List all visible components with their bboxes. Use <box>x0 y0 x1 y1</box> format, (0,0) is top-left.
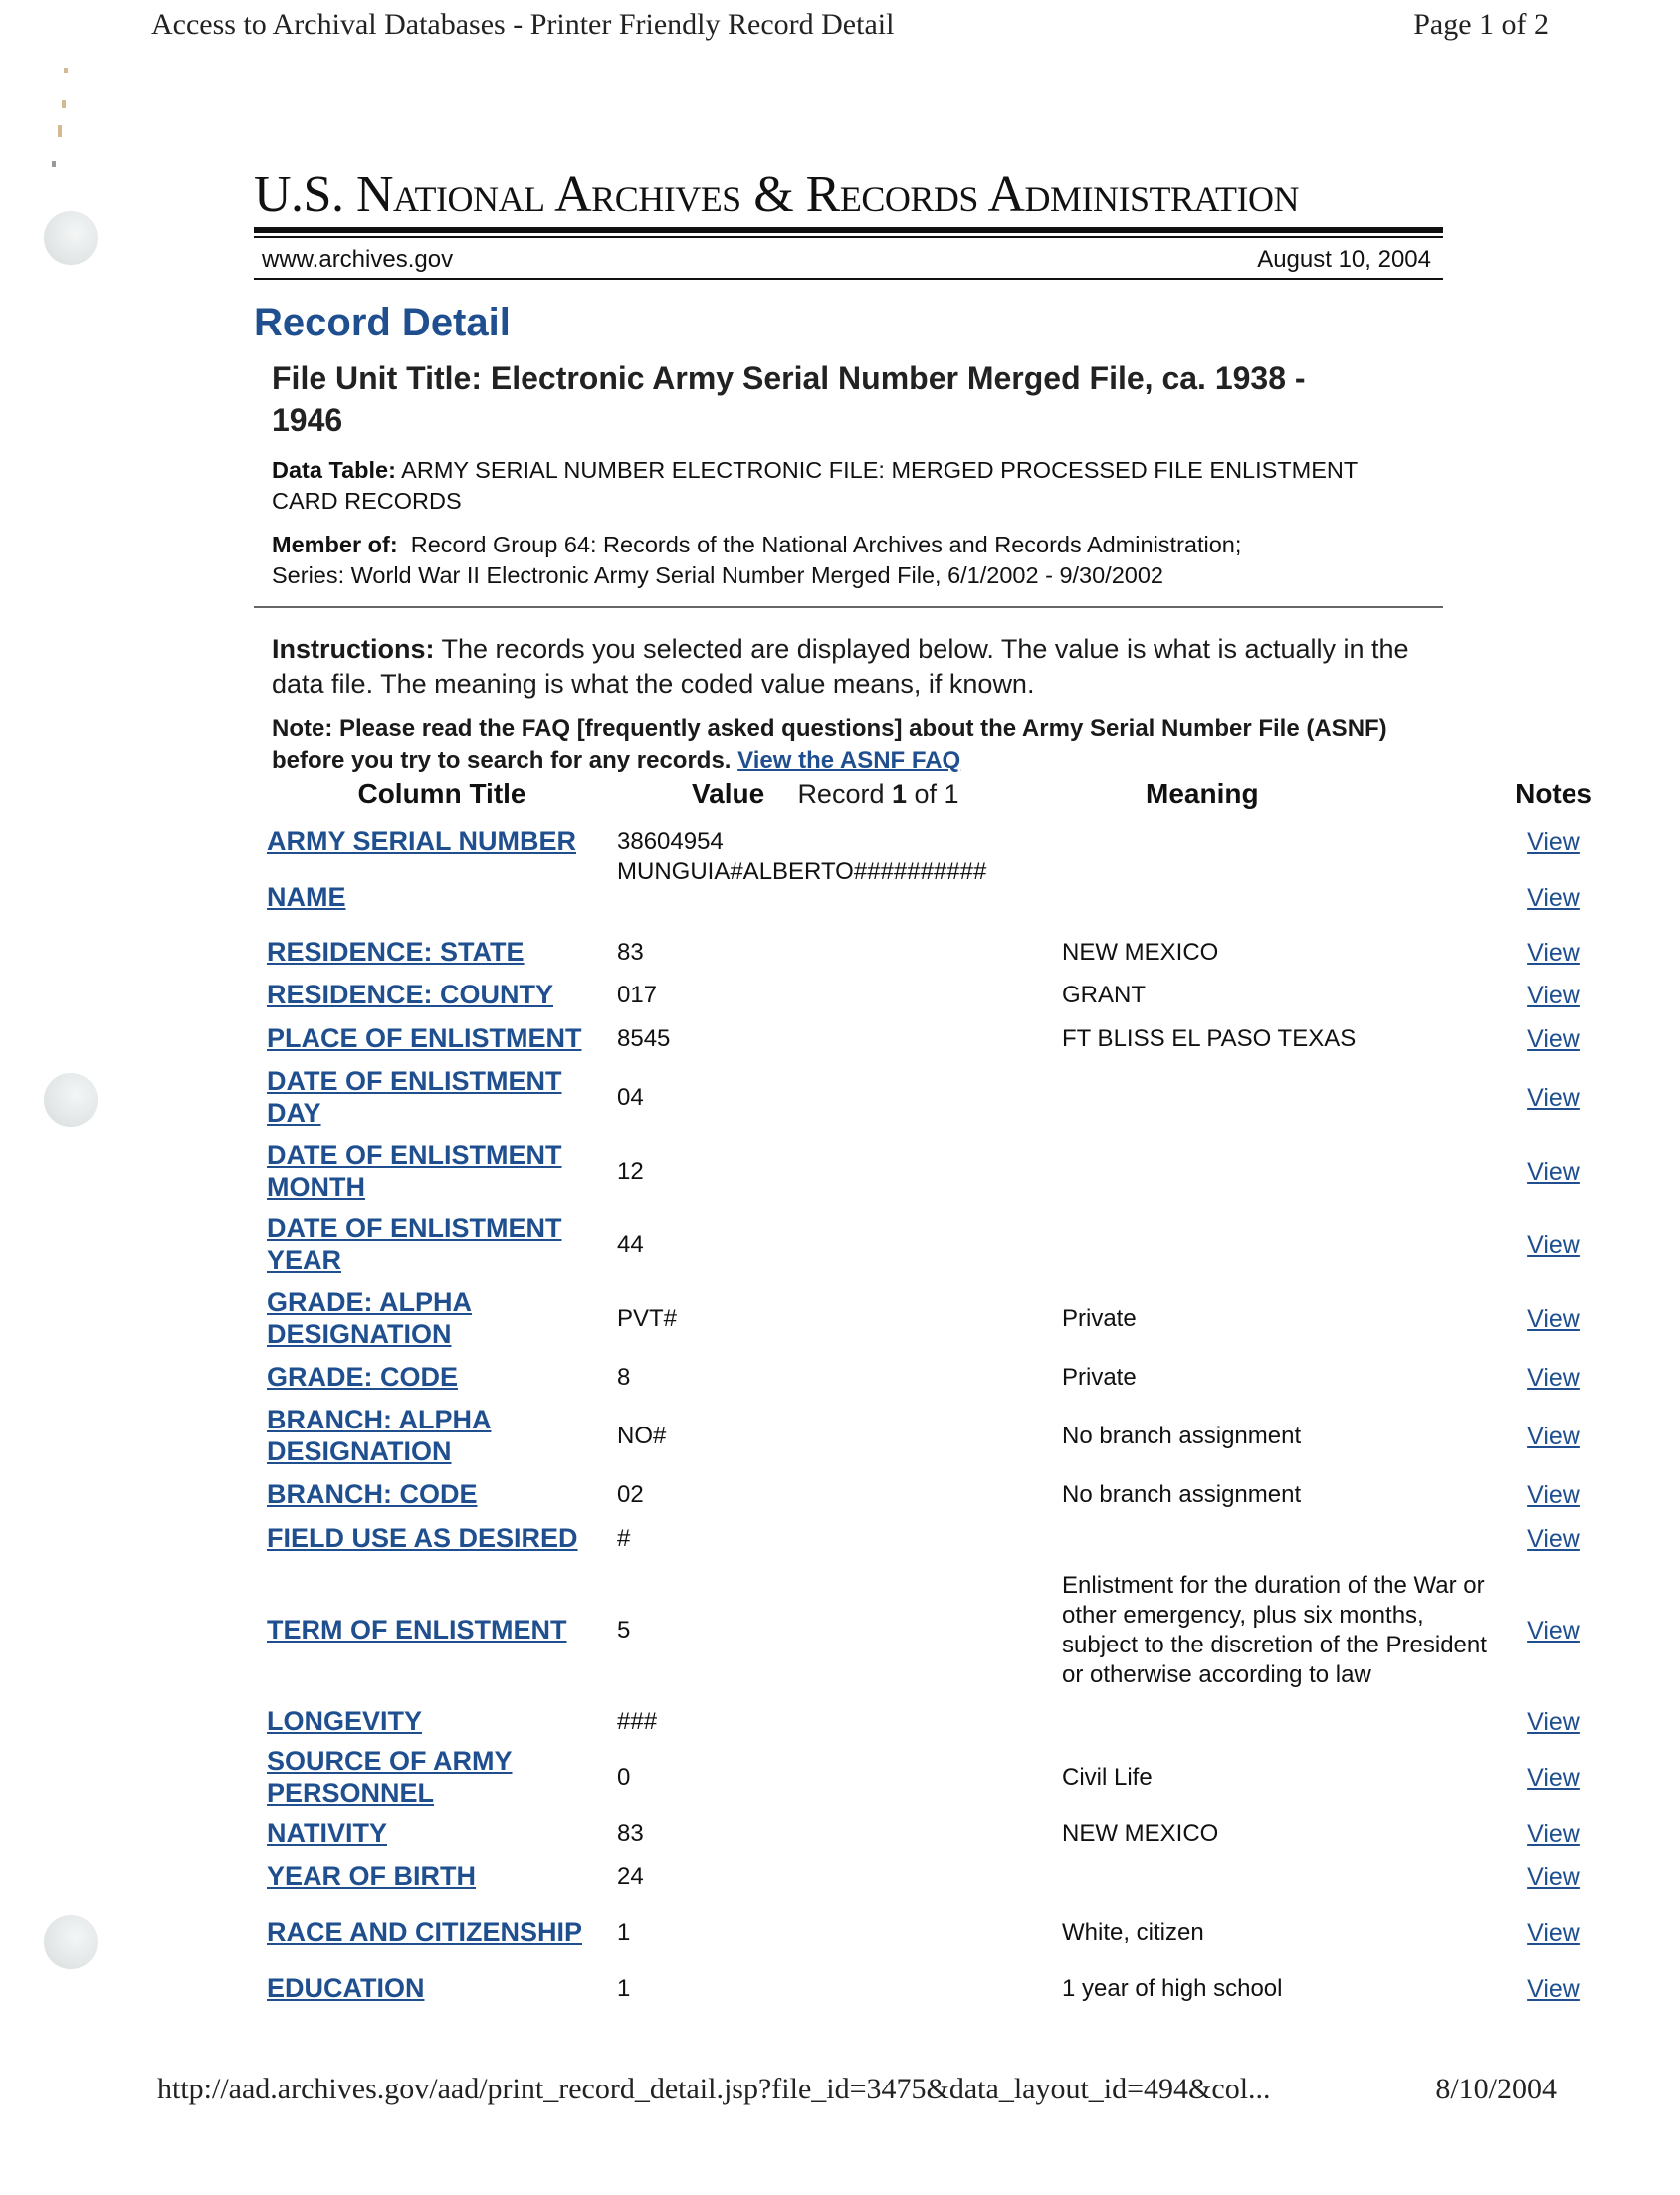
meaning-cell <box>1062 1856 1509 1899</box>
masthead <box>254 166 1443 280</box>
column-title-link[interactable]: ARMY SERIAL NUMBER <box>267 826 577 857</box>
table-row <box>267 1356 1598 1400</box>
column-title-cell <box>267 1356 617 1400</box>
meaning-cell <box>1062 820 1509 864</box>
column-title-cell <box>267 1899 617 1967</box>
column-title-cell <box>267 1856 617 1899</box>
value-cell: 44 <box>617 1231 644 1258</box>
meaning-cell <box>1062 1135 1509 1208</box>
scan-speck <box>52 161 56 167</box>
value-cell: NO# <box>617 1423 667 1449</box>
record-counter-current: 1 <box>891 778 908 809</box>
column-title-cell <box>267 1061 617 1135</box>
value-cell: 0 <box>617 1764 631 1791</box>
column-title-link[interactable]: PLACE OF ENLISTMENT <box>267 1023 582 1054</box>
table-row <box>267 1473 1598 1517</box>
value-cell: 38604954 <box>617 828 724 855</box>
meaning-cell: Private <box>1062 1305 1137 1332</box>
page-title: Record Detail <box>254 301 511 344</box>
table-row <box>267 1856 1598 1899</box>
notes-cell <box>1509 1700 1598 1744</box>
file-unit-label: File Unit Title: <box>272 360 482 396</box>
view-notes-link[interactable]: View <box>1527 827 1580 856</box>
value-cell: 1 <box>617 1975 631 2002</box>
value-cell: 02 <box>617 1481 644 1508</box>
view-notes-link[interactable]: View <box>1527 1304 1580 1333</box>
view-notes-link[interactable]: View <box>1527 1707 1580 1736</box>
section-divider <box>254 606 1443 608</box>
table-row <box>267 1135 1598 1208</box>
asnf-faq-link[interactable]: View the ASNF FAQ <box>737 746 961 773</box>
instructions-text: The records you selected are displayed below. The value is what is actually in the data file. The meaning is what the coded value means, if known. <box>272 634 1409 699</box>
column-title-cell <box>267 1017 617 1061</box>
meaning-cell <box>1062 1700 1509 1744</box>
data-table-info <box>272 455 1366 516</box>
member-of-series: Series: World War II Electronic Army Serial Number Merged File, 6/1/2002 - 9/30/2002 <box>272 561 1163 588</box>
data-table-value: ARMY SERIAL NUMBER ELECTRONIC FILE: MERGED PROCESSED FILE ENLISTMENT CARD RECORDS <box>272 457 1358 514</box>
notes-cell <box>1509 1744 1598 1812</box>
record-detail-section <box>254 301 1443 810</box>
column-title-cell <box>267 1135 617 1208</box>
view-notes-link[interactable]: View <box>1527 1363 1580 1392</box>
instructions <box>272 632 1426 701</box>
agency-logo-title: U.S. National Archives & Records Administration <box>254 166 1300 223</box>
binder-hole-top <box>44 211 98 265</box>
column-title-link[interactable]: DATE OF ENLISTMENT MONTH <box>267 1140 562 1202</box>
view-notes-link[interactable]: View <box>1527 1863 1580 1891</box>
notes-cell <box>1509 1135 1598 1208</box>
notes-cell <box>1509 820 1598 864</box>
meaning-cell: Private <box>1062 1364 1137 1391</box>
print-footer-date: 8/10/2004 <box>1435 2073 1557 2105</box>
notes-cell <box>1509 1356 1598 1400</box>
value-cell: 017 <box>617 982 658 1008</box>
record-table <box>267 778 1598 2011</box>
column-title-link[interactable]: NAME <box>267 882 346 913</box>
meaning-cell <box>1062 1517 1509 1561</box>
column-title-cell <box>267 1282 617 1356</box>
meaning-cell: NEW MEXICO <box>1062 939 1219 966</box>
header-value: Value <box>692 778 765 809</box>
notes-cell <box>1509 1517 1598 1561</box>
meaning-cell: FT BLISS EL PASO TEXAS <box>1062 1025 1357 1052</box>
column-title-link[interactable]: GRADE: ALPHA DESIGNATION <box>267 1287 472 1349</box>
notes-cell <box>1509 1208 1598 1282</box>
table-row <box>267 932 1598 974</box>
binder-hole-bottom <box>44 1915 98 1969</box>
column-title-cell <box>267 864 617 932</box>
table-row <box>267 974 1598 1017</box>
scan-speck <box>64 68 68 73</box>
view-notes-link[interactable]: View <box>1527 1157 1580 1186</box>
view-notes-link[interactable]: View <box>1527 1524 1580 1553</box>
masthead-rule-thick <box>254 227 1443 233</box>
meaning-cell <box>1062 864 1509 932</box>
notes-cell <box>1509 974 1598 1017</box>
notes-cell <box>1509 1812 1598 1856</box>
notes-cell <box>1509 864 1598 932</box>
data-table-label: Data Table: <box>272 457 396 484</box>
meaning-cell: GRANT <box>1062 982 1146 1008</box>
masthead-rule-bottom <box>254 278 1443 280</box>
member-of-record-group: Record Group 64: Records of the National Archives and Records Administration; <box>410 532 1242 558</box>
value-cell: 1 <box>617 1919 631 1946</box>
notes-cell <box>1509 1967 1598 2011</box>
column-title-link[interactable]: RESIDENCE: STATE <box>267 937 525 968</box>
table-row <box>267 1017 1598 1061</box>
website-link[interactable]: www.archives.gov <box>262 246 454 273</box>
scan-speck <box>58 125 62 137</box>
value-cell: 5 <box>617 1617 631 1644</box>
view-notes-link[interactable]: View <box>1527 1763 1580 1792</box>
view-notes-link[interactable]: View <box>1527 883 1580 912</box>
file-unit-title <box>272 358 1366 441</box>
meaning-cell: Civil Life <box>1062 1764 1153 1791</box>
print-header-title: Access to Archival Databases - Printer Friendly Record Detail <box>151 8 895 41</box>
column-title-cell <box>267 820 617 864</box>
view-notes-link[interactable]: View <box>1527 981 1580 1009</box>
value-cell: PVT# <box>617 1305 678 1332</box>
member-of-label: Member of: <box>272 532 398 558</box>
table-row <box>267 1967 1598 2011</box>
table-row <box>267 864 1598 932</box>
value-cell: 12 <box>617 1158 644 1185</box>
view-notes-link[interactable]: View <box>1527 1616 1580 1645</box>
file-unit-value: Electronic Army Serial Number Merged File, ca. 1938 - 1946 <box>272 360 1306 438</box>
value-cell: 83 <box>617 1820 644 1847</box>
masthead-subbar <box>254 238 1443 278</box>
value-cell: 8545 <box>617 1025 671 1052</box>
table-row <box>267 1700 1598 1744</box>
notes-cell <box>1509 1017 1598 1061</box>
view-notes-link[interactable]: View <box>1527 1918 1580 1947</box>
table-row <box>267 1282 1598 1356</box>
value-cell: 24 <box>617 1864 644 1890</box>
print-header <box>151 8 1549 48</box>
column-title-link[interactable]: RESIDENCE: COUNTY <box>267 980 554 1010</box>
table-header-row <box>267 778 1598 820</box>
table-row <box>267 1400 1598 1473</box>
column-title-link[interactable]: RACE AND CITIZENSHIP <box>267 1917 583 1948</box>
masthead-date: August 10, 2004 <box>1257 246 1431 273</box>
faq-note-text: Note: Please read the FAQ [frequently asked questions] about the Army Serial Number File (ASNF) before you try to search for any records. <box>272 715 1387 773</box>
meaning-cell: No branch assignment <box>1062 1481 1302 1508</box>
column-title-link[interactable]: GRADE: CODE <box>267 1362 459 1393</box>
notes-cell <box>1509 1473 1598 1517</box>
view-notes-link[interactable]: View <box>1527 1024 1580 1053</box>
column-title-link[interactable]: TERM OF ENLISTMENT <box>267 1615 567 1646</box>
value-cell: MUNGUIA#ALBERTO########## <box>617 858 987 885</box>
column-title-cell <box>267 932 617 974</box>
view-notes-link[interactable]: View <box>1527 1083 1580 1112</box>
column-title-link[interactable]: BRANCH: CODE <box>267 1479 478 1510</box>
table-row <box>267 1561 1598 1700</box>
print-header-page-number: Page 1 of 2 <box>1413 8 1549 41</box>
header-column-title: Column Title <box>357 778 526 809</box>
meaning-cell: Enlistment for the duration of the War or other emergency, plus six months, subject to the discretion of the President or otherwise according to law <box>1062 1572 1487 1688</box>
column-title-cell <box>267 1400 617 1473</box>
column-title-link[interactable]: EDUCATION <box>267 1973 425 2004</box>
column-title-link[interactable]: DATE OF ENLISTMENT YEAR <box>267 1213 562 1275</box>
view-notes-link[interactable]: View <box>1527 1230 1580 1259</box>
column-title-link[interactable]: YEAR OF BIRTH <box>267 1862 477 1892</box>
notes-cell <box>1509 1400 1598 1473</box>
meaning-cell: 1 year of high school <box>1062 1975 1283 2002</box>
table-row <box>267 1208 1598 1282</box>
meaning-cell: White, citizen <box>1062 1919 1204 1946</box>
view-notes-link[interactable]: View <box>1527 1819 1580 1848</box>
value-cell: 83 <box>617 939 644 966</box>
table-row <box>267 1812 1598 1856</box>
header-notes: Notes <box>1515 778 1592 809</box>
meaning-cell: NEW MEXICO <box>1062 1820 1219 1847</box>
member-of-info <box>272 530 1366 590</box>
notes-cell <box>1509 1899 1598 1967</box>
column-title-cell <box>267 1967 617 2011</box>
notes-cell <box>1509 1282 1598 1356</box>
table-row <box>267 1061 1598 1135</box>
column-title-cell <box>267 1208 617 1282</box>
column-title-cell <box>267 1700 617 1744</box>
column-title-cell <box>267 974 617 1017</box>
view-notes-link[interactable]: View <box>1527 1422 1580 1450</box>
column-title-link[interactable]: SOURCE OF ARMY PERSONNEL <box>267 1746 513 1808</box>
notes-cell <box>1509 1061 1598 1135</box>
print-footer-url: http://aad.archives.gov/aad/print_record_detail.jsp?file_id=3475&data_layout_id=494&col... <box>157 2073 1271 2105</box>
meaning-cell <box>1062 1061 1509 1135</box>
binder-hole-middle <box>44 1073 98 1127</box>
column-title-link[interactable]: FIELD USE AS DESIRED <box>267 1523 578 1554</box>
notes-cell <box>1509 1561 1598 1700</box>
column-title-cell <box>267 1744 617 1812</box>
column-title-link[interactable]: DATE OF ENLISTMENT DAY <box>267 1066 562 1128</box>
value-cell: # <box>617 1525 631 1552</box>
table-row <box>267 1744 1598 1812</box>
view-notes-link[interactable]: View <box>1527 938 1580 967</box>
value-cell: 8 <box>617 1364 631 1391</box>
column-title-link[interactable]: LONGEVITY <box>267 1706 423 1737</box>
column-title-cell <box>267 1517 617 1561</box>
scan-speck <box>62 100 66 108</box>
value-cell: 04 <box>617 1084 644 1111</box>
notes-cell <box>1509 1856 1598 1899</box>
instructions-label: Instructions: <box>272 634 435 665</box>
header-meaning: Meaning <box>1146 778 1259 809</box>
column-title-cell <box>267 1812 617 1856</box>
notes-cell <box>1509 932 1598 974</box>
faq-note <box>272 713 1426 774</box>
value-cell: ### <box>617 1708 658 1735</box>
column-title-link[interactable]: NATIVITY <box>267 1818 387 1849</box>
column-title-cell <box>267 1473 617 1517</box>
view-notes-link[interactable]: View <box>1527 1480 1580 1509</box>
view-notes-link[interactable]: View <box>1527 1974 1580 2003</box>
table-row <box>267 1517 1598 1561</box>
column-title-link[interactable]: BRANCH: ALPHA DESIGNATION <box>267 1405 492 1466</box>
meaning-cell <box>1062 1208 1509 1282</box>
print-footer <box>157 2073 1557 2106</box>
column-title-cell <box>267 1561 617 1700</box>
meaning-cell: No branch assignment <box>1062 1423 1302 1449</box>
record-counter: Record 1 of 1 <box>797 778 959 809</box>
table-row <box>267 1899 1598 1967</box>
